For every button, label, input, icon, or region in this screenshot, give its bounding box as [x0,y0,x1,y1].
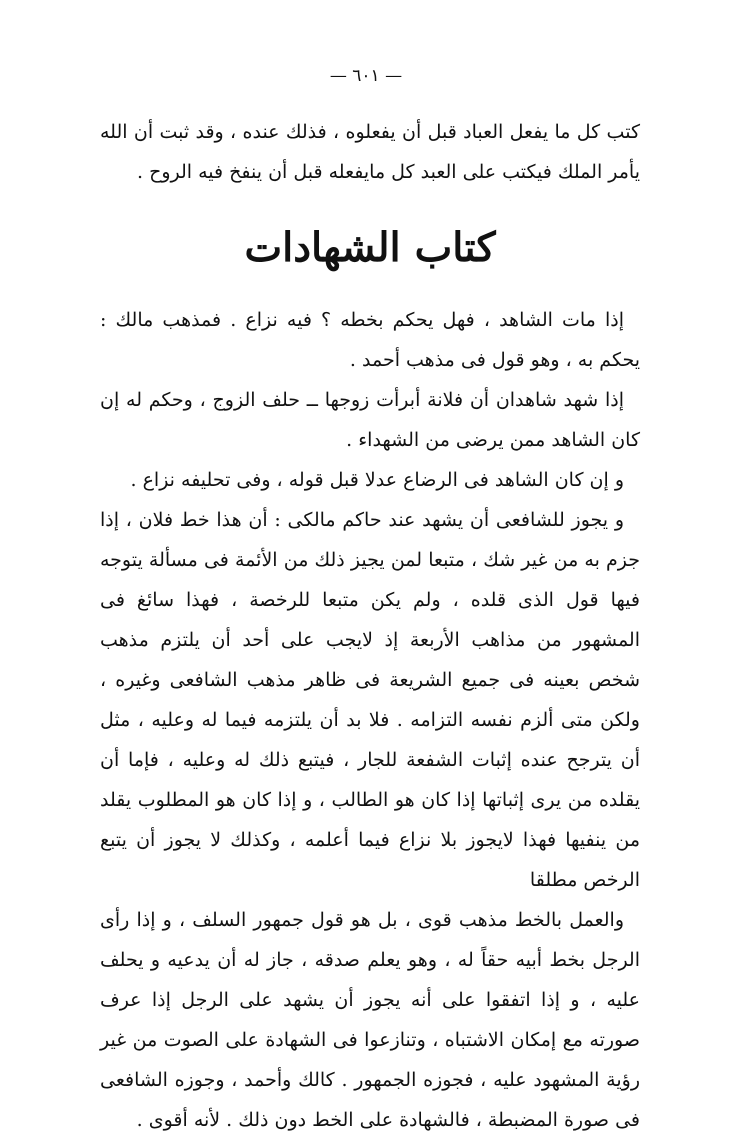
page-number: — ٦٠١ — [329,66,403,86]
paragraph-5: والعمل بالخط مذهب قوى ، بل هو قول جمهور السلف ، و إذا رأى الرجل بخط أبيه حقاً له ، وهو يعلم صدقه ، جاز له أن يدعيه و يحلف عليه ، و إذا اتفقوا على أنه يجوز أن يشهد على الرجل إذا عرف صورته مع إمكان الاشتباه ، وتنازعوا فى الشهادة على الصوت من غير رؤية المشهود عليه ، فجوزه الجمهور . كالك وأحمد ، وجوزه الشافعى فى صورة المضبطة ، فالشهادة على الخط دون ذلك . لأنه أقوى . [100,909,640,1131]
preceding-paragraph: كتب كل ما يفعل العباد قبل أن يفعلوه ، فذلك عنده ، وقد ثبت أن الله يأمر الملك فيكتب على العبد كل مايفعله قبل أن ينفخ فيه الروح . [100,121,640,183]
paragraph-1: إذا مات الشاهد ، فهل يحكم بخطه ؟ فيه نزاع . فمذهب مالك : يحكم به ، وهو قول فى مذهب أحمد . [100,309,640,371]
page-text [100,112,640,1140]
chapter-title: كتاب الشهادات [244,224,496,271]
paragraph-3: و إن كان الشاهد فى الرضاع عدلا قبل قوله ، وفى تحليفه نزاع . [130,469,624,491]
paragraph-2: إذا شهد شاهدان أن فلانة أبرأت زوجها ــ حلف الزوج ، وحكم له إن كان الشاهد ممن يرضى من الشهداء . [100,389,640,451]
paragraph-4: و يجوز للشافعى أن يشهد عند حاكم مالكى : أن هذا خط فلان ، إذا جزم به من غير شك ، متبعا لمن يجيز ذلك من الأئمة فى مسألة يتوجه فيها قول الذى قلده ، ولم يكن متبعا للرخصة ، فهذا سائغ فى المشهور من مذاهب الأربعة إذ لايجب على أحد أن يلتزم مذهب شخص بعينه فى جميع الشريعة فى ظاهر مذهب الشافعى وغيره ، ولكن متى ألزم نفسه التزامه . فلا بد أن يلتزمه فيما له وعليه ، مثل أن يترجح عنده إثبات الشفعة للجار ، فيتبع ذلك له وعليه ، فإما أن يقلده من يرى إثباتها إذا كان هو الطالب ، و إذا كان هو المطلوب يقلد من ينفيها فهذا لايجوز بلا نزاع فيما أعلمه ، وكذلك لا يجوز أن يتبع الرخص مطلقا [100,509,640,891]
